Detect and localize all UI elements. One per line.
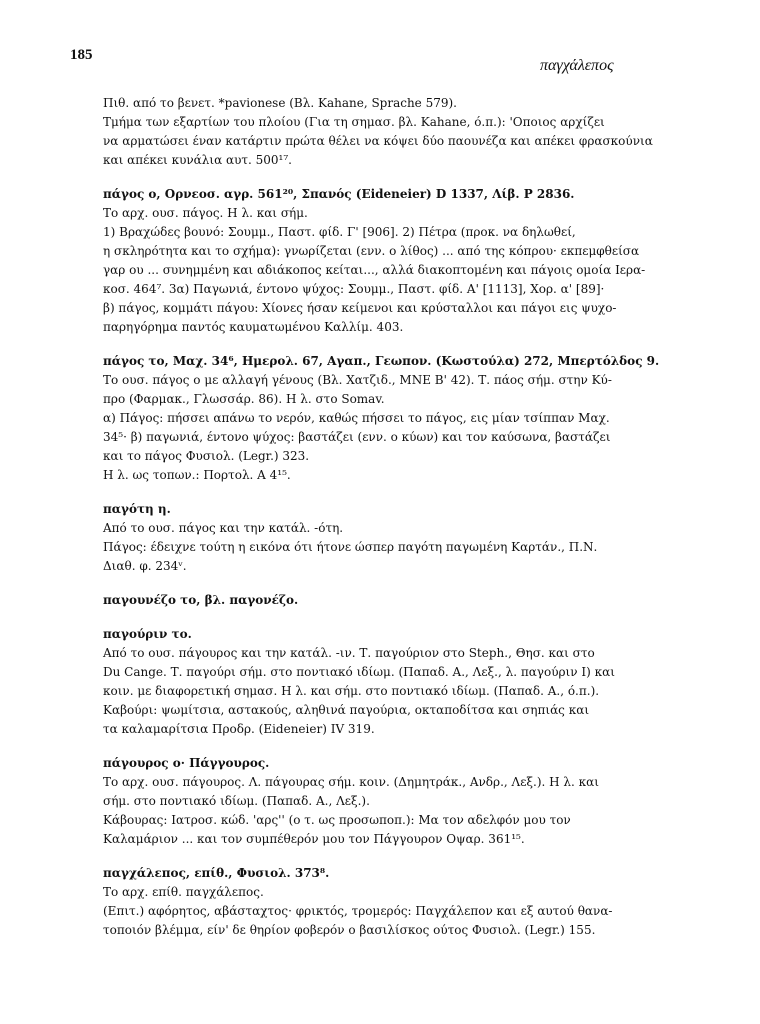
entry-text-line: Καβούρι: ψωμίτσια, αστακούς, αληθινά παγούρια, οκταποδίτσα και σηπιάς και [103, 703, 590, 717]
entry-gap [103, 739, 627, 754]
entry-text-line: τα καλαμαρίτσια Προδρ. (Eideneier) IV 319. [103, 722, 375, 736]
entry-text-line: Διαθ. φ. 234ᵛ. [103, 559, 187, 573]
entry-text-line: και απέκει κυνάλια αυτ. 500¹⁷. [103, 153, 292, 167]
entry-gap [103, 849, 627, 864]
entry-headword-line: παγούριν το. [103, 627, 192, 641]
entry-text-line: α) Πάγος: πήσσει απάνω το νερόν, καθώς πήσσει το πάγος, εις μίαν τσίππαν Μαχ. [103, 411, 610, 425]
entry-gap [103, 576, 627, 591]
entry-text-line: Κάβουρας: Ιατροσ. κώδ. 'αρς'' (ο τ. ως προσωποπ.): Μα τον αδελφόν μου τον [103, 813, 571, 827]
entry-headword-line: πάγουρος ο· Πάγγουρος. [103, 756, 270, 770]
entry-text-line: Το αρχ. ουσ. πάγος. Η λ. και σήμ. [103, 206, 308, 220]
dictionary-page-body [103, 94, 660, 940]
entry-text-line: προ (Φαρμακ., Γλωσσάρ. 86). Η λ. στο Somav. [103, 392, 385, 406]
entry-text-line: σήμ. στο ποντιακό ιδίωμ. (Παπαδ. Α., Λεξ.). [103, 794, 370, 808]
entry-gap [103, 170, 627, 185]
entry-text-line: γαρ ου ... συνημμένη και αδιάκοπος κείται..., αλλά διακοπτομένη και πάγοις ομοία Ιερα- [103, 263, 646, 277]
entry-text-line: Το ουσ. πάγος ο με αλλαγή γένους (Βλ. Χατζιδ., ΜΝΕ Β' 42). Τ. πάος σήμ. στην Κύ- [103, 373, 612, 387]
entry-text-line: β) πάγος, κομμάτι πάγου: Χίονες ήσαν κείμενοι και κρύσταλλοι και πάγοι εις ψυχο- [103, 301, 617, 315]
entry-text-line: Η λ. ως τοπων.: Πορτολ. Α 4¹⁵. [103, 468, 291, 482]
entry-text-line: Πιθ. από το βενετ. *pavionese (Βλ. Kahane, Sprache 579). [103, 96, 457, 110]
entry-text-line: Πάγος: έδειχνε τούτη η εικόνα ότι ήτονε ώσπερ παγότη παγωμένη Καρτάν., Π.Ν. [103, 540, 598, 554]
entry-text-line: τοποιόν βλέμμα, είν' δε θηρίον φοβερόν ο βασιλίσκος ούτος Φυσιολ. (Legr.) 155. [103, 923, 596, 937]
entry-text-line: κοσ. 464⁷. 3α) Παγωνιά, έντονο ψύχος: Σουμμ., Παστ. φίδ. Α' [1113], Χορ. α' [89]· [103, 282, 605, 296]
entry-text-line: (Επιτ.) αφόρητος, αβάσταχτος· φρικτός, τρομερός: Παγχάλεπον και εξ αυτού θανα- [103, 904, 613, 918]
page-number: 185 [70, 47, 93, 63]
entry-text-line: κοιν. με διαφορετική σημασ. Η λ. και σήμ. στο ποντιακό ιδίωμ. (Παπαδ. Α., ό.π.). [103, 684, 600, 698]
entry-text-line: Από το ουσ. πάγουρος και την κατάλ. -ιν. Τ. παγούριον στο Steph., Θησ. και στο [103, 646, 595, 660]
entry-text-line: Το αρχ. επίθ. παγχάλεπος. [103, 885, 264, 899]
entry-text-line: 34⁵· β) παγωνιά, έντονο ψύχος: βαστάζει (ενν. ο κύων) και τον καύσωνα, βαστάζει [103, 430, 611, 444]
entry-text-line: Du Cange. Τ. παγούρι σήμ. στο ποντιακό ιδίωμ. (Παπαδ. Α., Λεξ., λ. παγούριν Ι) και [103, 665, 615, 679]
entry-text-line: Από το ουσ. πάγος και την κατάλ. -ότη. [103, 521, 344, 535]
entry-text-line: παρηγόρημα παντός καυματωμένου Καλλίμ. 403. [103, 320, 404, 334]
entry-text-line: Καλαμάριον ... και τον συμπέθερόν μου τον Πάγγουρον Οψαρ. 361¹⁵. [103, 832, 525, 846]
entry-text-line: και το πάγος Φυσιολ. (Legr.) 323. [103, 449, 310, 463]
entry-text-line: Το αρχ. ουσ. πάγουρος. Λ. πάγουρας σήμ. κοιν. (Δημητράκ., Ανδρ., Λεξ.). Η λ. και [103, 775, 599, 789]
entry-headword-line: παγότη η. [103, 502, 171, 516]
entry-headword-line: πάγος το, Μαχ. 34⁶, Ημερολ. 67, Αγαπ., Γεωπον. (Κωστούλα) 272, Μπερτόλδος 9. [103, 354, 660, 368]
running-head: παγχάλεπος [540, 57, 614, 74]
entry-headword-line: παγουνέζο το, βλ. παγονέζο. [103, 593, 299, 607]
entry-headword-line: παγχάλεπος, επίθ., Φυσιολ. 373⁸. [103, 866, 330, 880]
entry-headword-line: πάγος ο, Ορνεοσ. αγρ. 561²⁰, Σπανός (Eideneier) D 1337, Λίβ. P 2836. [103, 187, 575, 201]
entry-text-line: 1) Βραχώδες βουνό: Σουμμ., Παστ. φίδ. Γ' [906]. 2) Πέτρα (προκ. να δηλωθεί, [103, 225, 576, 239]
entry-gap [103, 337, 627, 352]
entry-gap [103, 485, 627, 500]
entry-gap [103, 610, 627, 625]
entry-text-line: Τμήμα των εξαρτίων του πλοίου (Για τη σημασ. βλ. Kahane, ό.π.): 'Οποιος αρχίζει [103, 115, 605, 129]
entry-text-line: να αρματώσει έναν κατάρτιν πρώτα θέλει να κόψει δύο παουνέζα και απέκει φρασκούνια [103, 134, 653, 148]
entry-text-line: η σκληρότητα και το σχήμα): γνωρίζεται (ενν. ο λίθος) ... από της κόπρου· εκπεμφθείσα [103, 244, 640, 258]
